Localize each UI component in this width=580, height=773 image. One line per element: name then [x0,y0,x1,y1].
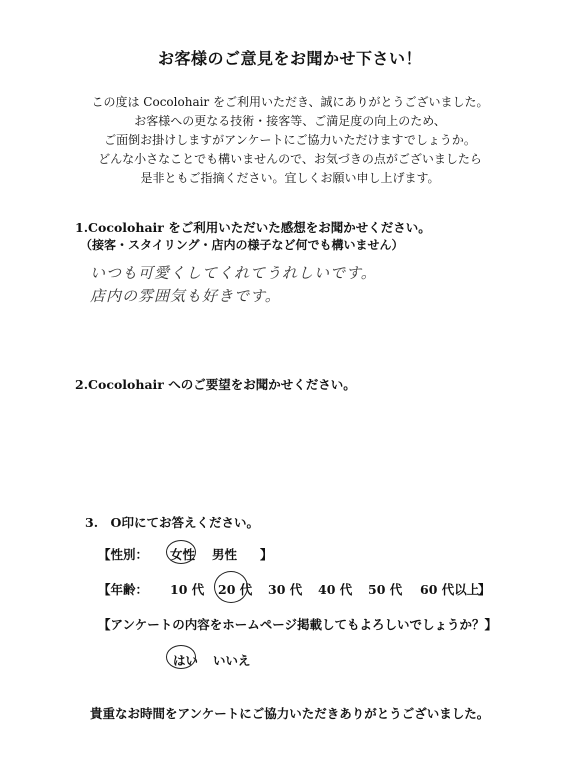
selection-circle [214,571,248,603]
gender-label: 【性別： [98,547,149,562]
gender-close: 】 [260,547,273,562]
publish-option-no[interactable]: いいえ [213,653,251,668]
age-label: 【年齢： [98,582,149,597]
q1-answer-line-2: 店内の雰囲気も好きです。 [90,287,281,305]
q2-question: 2.Cocolohair へのご要望をお聞かせください。 [75,377,356,392]
footer-thanks: 貴重なお時間をアンケートにご協力いただきありがとうございました。 [90,706,490,721]
intro-line-5: 是非ともご指摘ください。宜しくお願い申し上げます。 [140,171,440,185]
publish-question: 【アンケートの内容をホームページ掲載してもよろしいでしょうか？】 [98,617,498,632]
intro-line-2: お客様への更なる技術・接客等、ご満足度の向上のため、 [134,114,446,128]
q1-question: 1.Cocolohair をご利用いただいた感想をお聞かせください。 [75,220,431,235]
age-option-20[interactable]: 20 代 [218,582,253,597]
q3-question: 3. O印にてお答えください。 [85,515,259,530]
age-option-50[interactable]: 50 代 [368,582,403,597]
selection-circle [166,645,199,669]
q1-note: （接客・スタイリング・店内の様子など何でも構いません） [80,238,404,252]
intro-line-3: ご面倒お掛けしますがアンケートにご協力いただけますでしょうか。 [104,133,476,147]
intro-line-4: どんな小さなことでも構いませんので、お気づきの点がございましたら [98,152,482,166]
intro-line-1: この度は Cocolohair をご利用いただき、誠にありがとうございました。 [91,95,489,109]
age-close: 】 [478,582,491,597]
age-option-10[interactable]: 10 代 [170,582,205,597]
gender-option-male[interactable]: 男性 [212,547,238,562]
gender-option-female[interactable]: 女性 [170,547,196,562]
q1-answer-line-1: いつも可愛くしてくれてうれしいです。 [90,264,377,282]
page-title: お客様のご意見をお聞かせ下さい！ [157,49,422,68]
age-option-60plus[interactable]: 60 代以上 [420,582,480,597]
age-option-30[interactable]: 30 代 [268,582,303,597]
age-option-40[interactable]: 40 代 [318,582,353,597]
selection-circle [166,540,196,564]
publish-option-yes[interactable]: はい [173,653,199,668]
